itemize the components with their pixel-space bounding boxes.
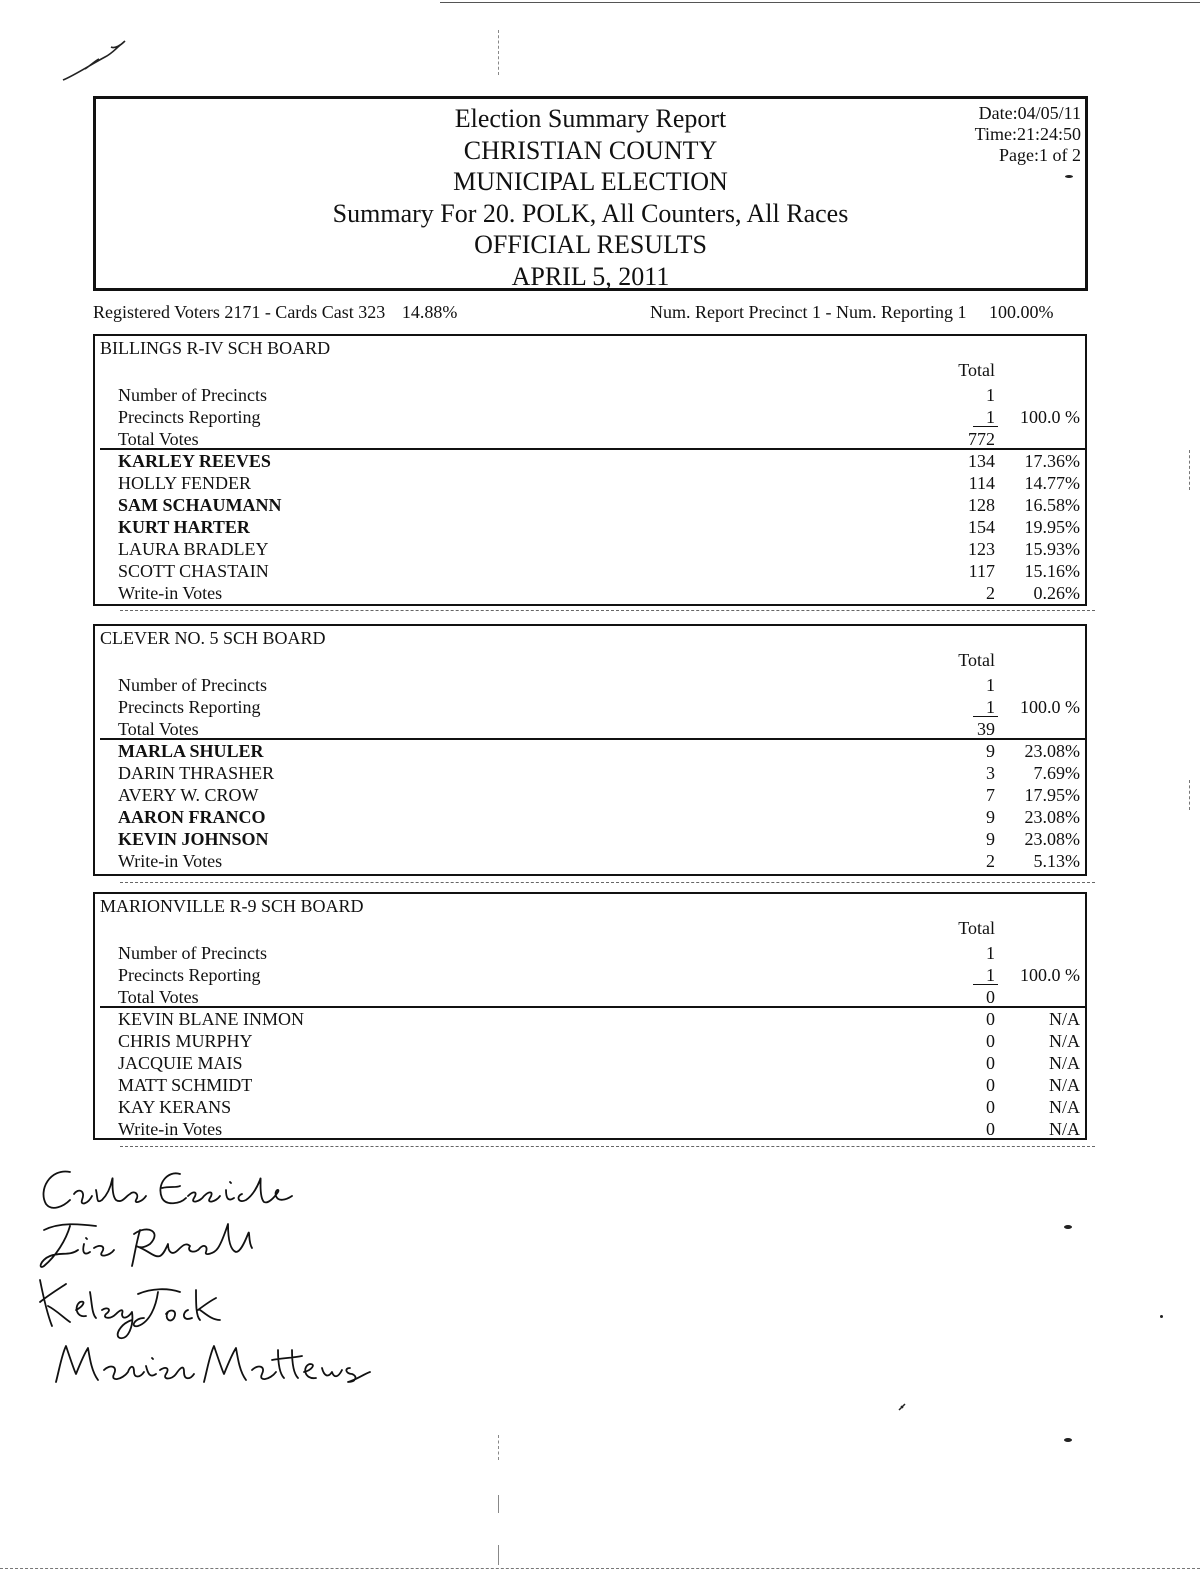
fold-mark xyxy=(498,1495,499,1513)
stat-row: Total Votes 772 xyxy=(118,429,995,449)
report-meta xyxy=(975,103,1081,166)
stat-row: Number of Precincts 1 xyxy=(118,385,995,405)
scan-edge-mark xyxy=(1189,450,1190,490)
stat-row: Number of Precincts 1 xyxy=(118,675,995,695)
candidate-row: KAY KERANS 0 N/A xyxy=(118,1097,1080,1117)
write-in-row: Write-in Votes 2 0.26% xyxy=(118,583,1080,603)
scan-dashed-rule xyxy=(120,882,1095,883)
stat-row: Precincts Reporting 1 100.0 % xyxy=(118,965,1080,985)
scan-edge-line xyxy=(0,1568,1200,1569)
precinct-reporting-summary xyxy=(650,302,1053,323)
total-column-header: Total xyxy=(958,650,995,670)
scan-edge-line xyxy=(440,2,1200,3)
candidate-row: KEVIN JOHNSON 9 23.08% xyxy=(118,829,1080,849)
report-date: Date:04/05/11 xyxy=(978,103,1081,123)
candidate-row: KEVIN BLANE INMON 0 N/A xyxy=(118,1009,1080,1029)
candidate-row: CHRIS MURPHY 0 N/A xyxy=(118,1031,1080,1051)
election-date: APRIL 5, 2011 xyxy=(511,261,670,291)
registered-voters-summary xyxy=(93,302,457,323)
summary-scope: Summary For 20. POLK, All Counters, All Races xyxy=(332,198,849,228)
registered-voters-text: Registered Voters 2171 - Cards Cast 323 xyxy=(93,302,386,322)
signature-lisa-russell xyxy=(41,1224,252,1267)
total-column-header: Total xyxy=(958,360,995,380)
contest-title: CLEVER NO. 5 SCH BOARD xyxy=(100,628,326,648)
report-header xyxy=(93,96,1088,291)
candidate-row: SCOTT CHASTAIN 117 15.16% xyxy=(118,561,1080,581)
fold-mark xyxy=(498,1545,499,1565)
stat-row: Precincts Reporting 1 100.0 % xyxy=(118,407,1080,427)
contest-title: MARIONVILLE R-9 SCH BOARD xyxy=(100,896,364,916)
contest-bottom-border xyxy=(95,604,1087,606)
report-title: Election Summary Report xyxy=(454,104,727,133)
signature-block xyxy=(30,1160,430,1400)
stats-rule xyxy=(973,716,998,717)
stats-rule xyxy=(973,984,998,985)
write-in-row: Write-in Votes 0 N/A xyxy=(118,1119,1080,1139)
stat-row: Number of Precincts 1 xyxy=(118,943,995,963)
county-name: CHRISTIAN COUNTY xyxy=(463,135,718,165)
contest-title: BILLINGS R-IV SCH BOARD xyxy=(100,338,331,358)
stat-row: Total Votes 0 xyxy=(118,987,995,1007)
contest-clever xyxy=(93,624,1087,876)
candidate-row: KARLEY REEVES 134 17.36% xyxy=(118,451,1080,471)
precinct-reporting-text: Num. Report Precinct 1 - Num. Reporting 1 xyxy=(650,302,967,322)
candidate-row: LAURA BRADLEY 123 15.93% xyxy=(118,539,1080,559)
stat-row: Precincts Reporting 1 100.0 % xyxy=(118,697,1080,717)
fold-mark xyxy=(498,1435,499,1460)
contest-marionville xyxy=(93,892,1087,1140)
scan-dashed-rule xyxy=(120,1146,1095,1147)
candidate-row: AVERY W. CROW 7 17.95% xyxy=(118,785,1080,805)
scan-speck xyxy=(1064,1225,1072,1229)
scan-mark xyxy=(895,1400,909,1414)
scan-edge-mark xyxy=(1189,780,1190,810)
candidate-row: DARIN THRASHER 3 7.69% xyxy=(118,763,1080,783)
reporting-percent: 100.00% xyxy=(988,302,1054,322)
page-number: Page:1 of 2 xyxy=(999,145,1081,165)
signature-kelsey-lock xyxy=(40,1280,220,1338)
stat-row: Total Votes 39 xyxy=(118,719,995,739)
fold-mark xyxy=(498,30,499,75)
candidate-row: AARON FRANCO 9 23.08% xyxy=(118,807,1080,827)
election-name: MUNICIPAL ELECTION xyxy=(453,167,728,196)
contest-bottom-border xyxy=(95,1138,1087,1140)
stats-rule xyxy=(973,426,998,427)
candidate-row: SAM SCHAUMANN 128 16.58% xyxy=(118,495,1080,515)
candidate-row: MATT SCHMIDT 0 N/A xyxy=(118,1075,1080,1095)
candidate-row: MARLA SHULER 9 23.08% xyxy=(118,741,1080,761)
scan-speck xyxy=(1160,1315,1163,1318)
turnout-percent: 14.88% xyxy=(401,302,458,322)
contest-billings xyxy=(93,334,1087,606)
candidate-row: JACQUIE MAIS 0 N/A xyxy=(118,1053,1080,1073)
candidate-row: KURT HARTER 154 19.95% xyxy=(118,517,1080,537)
signature-marian-matthews xyxy=(56,1346,370,1382)
handwritten-initials xyxy=(55,35,135,90)
results-status: OFFICIAL RESULTS xyxy=(474,230,707,259)
write-in-row: Write-in Votes 2 5.13% xyxy=(118,851,1080,871)
candidate-row: HOLLY FENDER 114 14.77% xyxy=(118,473,1080,493)
report-title-block xyxy=(96,103,1085,292)
signature-carla-essick xyxy=(43,1172,292,1208)
total-column-header: Total xyxy=(958,918,995,938)
scan-dashed-rule xyxy=(120,610,1095,611)
scan-speck xyxy=(1064,1438,1072,1442)
report-time: Time:21:24:50 xyxy=(974,124,1081,144)
contest-bottom-border xyxy=(95,874,1087,876)
